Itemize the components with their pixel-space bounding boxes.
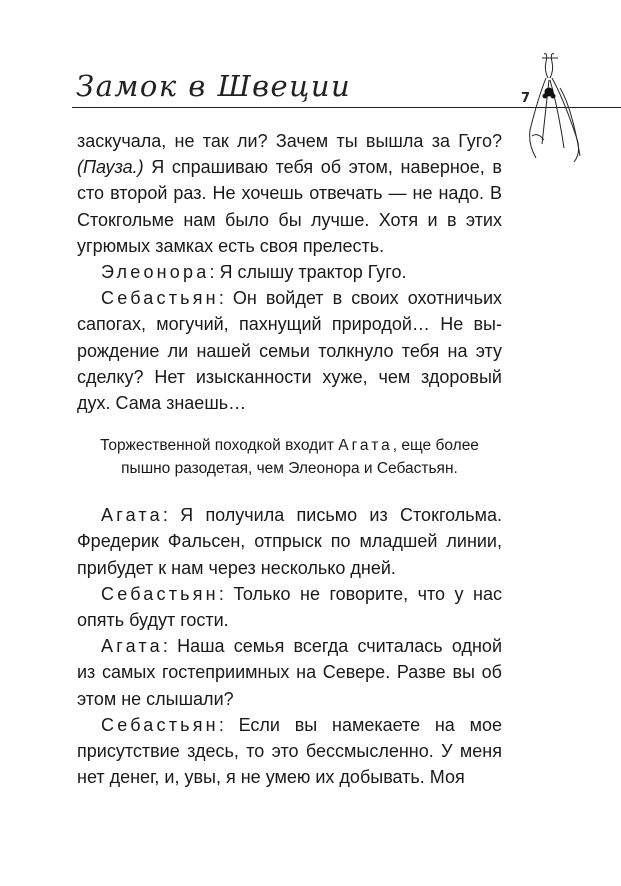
dialogue-line	[77, 285, 502, 416]
dialogue-line	[77, 581, 502, 633]
character-name: Агата	[338, 437, 393, 455]
dialogue-line	[77, 502, 502, 581]
speaker-name: Себастьян	[101, 583, 219, 604]
text-run: Я спрашиваю тебя об этом, наверное, в сто второй раз. Не хочешь отвечать — не надо. В Стокгольме нам было бы лучше. Хотя и в этих угрюмых замках есть своя прелесть.	[77, 157, 502, 256]
stage-direction	[77, 434, 502, 480]
page-number: 7	[521, 91, 531, 106]
dialogue-text: : Только не говорите, что у нас опять будут гости.	[77, 583, 502, 631]
dialogue-text: : Я слышу трактор Гуго.	[209, 262, 407, 283]
speaker-name: Себастьян	[101, 714, 219, 735]
dialogue-text: : Если вы намекаете на мое присутствие здесь, то это бессмысленно. У меня нет денег, и, увы, я не умею их добывать. Моя	[77, 714, 502, 788]
dialogue-line	[77, 712, 502, 791]
dialogue-text: : Я получила письмо из Стокгольма. Фредерик Фальсен, отпрыск по младшей линии, прибудет к нам через несколько дней.	[77, 505, 502, 578]
speaker-name: Элеонора	[101, 262, 210, 283]
text-run: Торжественной походкой входит	[100, 437, 339, 455]
dialogue-line	[77, 633, 502, 712]
text-run: заскучала, не так ли? Зачем ты вышла за Гуго?	[77, 131, 502, 151]
speaker-name: Себастьян	[101, 288, 219, 309]
dialogue-line	[77, 259, 502, 285]
text-run: , еще более пышно разодетая, чем Элеонора и Себастьян.	[121, 437, 479, 478]
paragraph	[77, 128, 502, 259]
dialogue-text: : Наша семья всегда считалась одной из самых гостеприимных на Севере. Разве вы об этом не слышали?	[77, 636, 502, 709]
page-text	[77, 128, 502, 790]
dress-figure-ornament	[524, 48, 594, 166]
dialogue-text: : Он войдет в своих охотничьих сапогах, могучий, пахнущий природой… Не вырождение ли нашей семьи толкнуло тебя на эту сделку? Нет изысканности хуже, чем здоровый дух. Сама знаешь…	[77, 288, 502, 414]
speaker-name: Агата	[101, 505, 163, 526]
speaker-name: Агата	[101, 636, 163, 657]
stage-remark: (Пауза.)	[77, 157, 144, 178]
running-header-title: Замок в Швеции	[76, 69, 352, 103]
